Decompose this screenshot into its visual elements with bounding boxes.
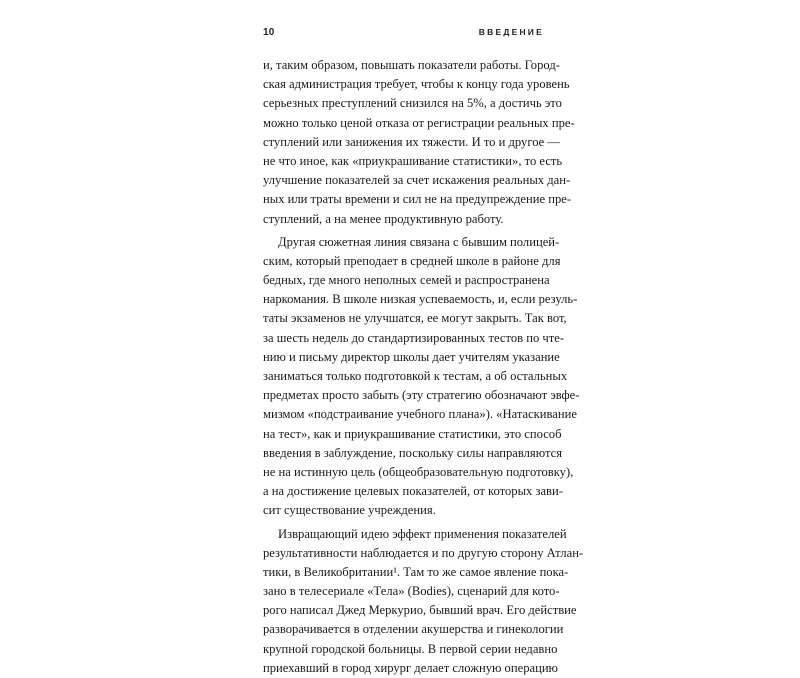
text-line: за шесть недель до стандартизированных тестов по чте- <box>263 329 544 348</box>
text-line: мизмом «подстраивание учебного плана»). «Натаскивание <box>263 405 544 424</box>
paragraph-2 <box>263 233 544 521</box>
text-line: разворачивается в отделении акушерства и гинекологии <box>263 620 544 639</box>
text-line: можно только ценой отказа от регистрации реальных пре- <box>263 114 544 133</box>
page-number: 10 <box>263 27 275 38</box>
text-line: ским, который преподает в средней школе в районе для <box>263 252 544 271</box>
page-header <box>263 27 544 43</box>
text-line: ных или траты времени и сил не на предупреждение пре- <box>263 190 544 209</box>
paragraph-3 <box>263 525 544 678</box>
text-line: заниматься только подготовкой к тестам, а об остальных <box>263 367 544 386</box>
text-line: сит существование учреждения. <box>263 501 544 520</box>
body-text <box>263 56 544 678</box>
text-line: предметах просто забыть (эту стратегию обозначают эвфе- <box>263 386 544 405</box>
text-line: а на достижение целевых показателей, от которых зави- <box>263 482 544 501</box>
text-line: тики, в Великобритании¹. Там то же самое явление пока- <box>263 563 544 582</box>
text-line: и, таким образом, повышать показатели работы. Город- <box>263 56 544 75</box>
text-line: ступлений или занижения их тяжести. И то и другое — <box>263 133 544 152</box>
text-line: бедных, где много неполных семей и распространена <box>263 271 544 290</box>
text-line: ская администрация требует, чтобы к концу года уровень <box>263 75 544 94</box>
text-line: нию и письму директор школы дает учителям указание <box>263 348 544 367</box>
text-line: не что иное, как «приукрашивание статистики», то есть <box>263 152 544 171</box>
text-line: серьезных преступлений снизился на 5%, а достичь это <box>263 94 544 113</box>
text-line: не на истинную цель (общеобразовательную подготовку), <box>263 463 544 482</box>
text-line: зано в телесериале «Тела» (Bodies), сценарий для кото- <box>263 582 544 601</box>
text-line: таты экзаменов не улучшатся, ее могут закрыть. Так вот, <box>263 309 544 328</box>
text-line: приехавший в город хирург делает сложную операцию <box>263 659 544 678</box>
paragraph-1 <box>263 56 544 229</box>
text-line: Извращающий идею эффект применения показателей <box>263 525 544 544</box>
text-line: введения в заблуждение, поскольку силы направляются <box>263 444 544 463</box>
running-head: ВВЕДЕНИЕ <box>479 27 544 37</box>
text-line: улучшение показателей за счет искажения реальных дан- <box>263 171 544 190</box>
text-line: Другая сюжетная линия связана с бывшим полицей- <box>263 233 544 252</box>
text-line: рого написал Джед Меркурио, бывший врач. Его действие <box>263 601 544 620</box>
text-line: наркомания. В школе низкая успеваемость, и, если резуль- <box>263 290 544 309</box>
text-line: на тест», как и приукрашивание статистики, это способ <box>263 425 544 444</box>
text-line: результативности наблюдается и по другую сторону Атлан- <box>263 544 544 563</box>
text-line: ступлений, а на менее продуктивную работу. <box>263 210 544 229</box>
text-line: крупной городской больницы. В первой серии недавно <box>263 640 544 659</box>
